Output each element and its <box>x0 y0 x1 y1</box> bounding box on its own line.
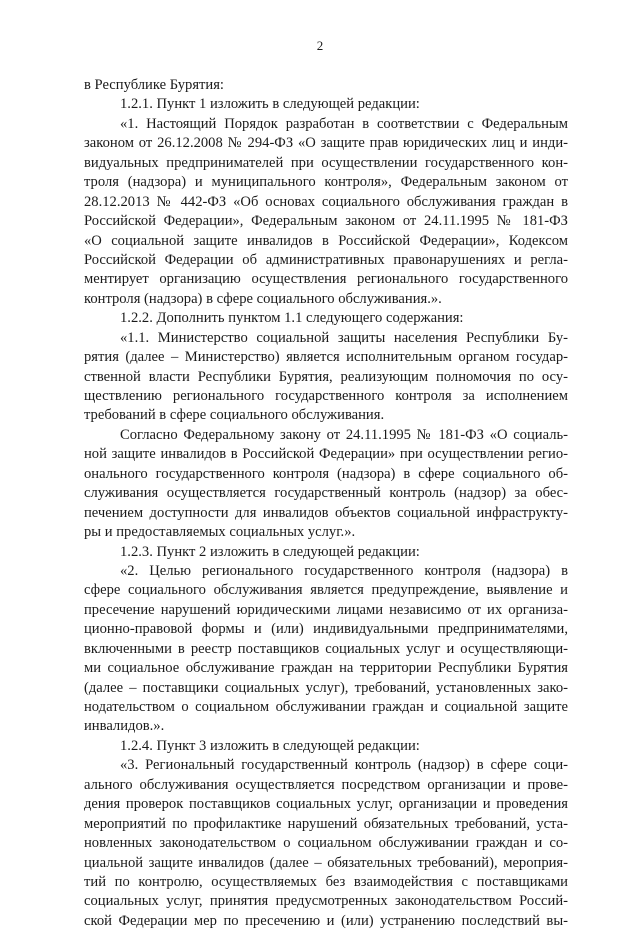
text-line: ществлению регионального государственного контроля за исполнением <box>84 388 568 404</box>
text-line: троля (надзора) и муниципального контроля», Федеральным законом от <box>84 174 568 191</box>
text-line: ментирует организацию осуществления регионального государственного <box>84 271 568 288</box>
text-line: онального государственного контроля (надзора) в сфере социального об- <box>84 465 568 482</box>
text-line: (далее – поставщики социальных услуг), требований, установленных зако- <box>84 679 568 696</box>
text-line: Российской Федерации», Федеральным законом от 24.11.1995 № 181-ФЗ <box>84 213 568 230</box>
text-line: ственной власти Республики Бурятия, реализующим полномочия по осу- <box>84 368 568 385</box>
text-line: в Республике Бурятия: <box>84 77 224 93</box>
text-line: рятия (далее – Министерство) является исполнительным органом государ- <box>84 349 568 366</box>
text-line: требований в сфере социального обслуживания. <box>84 407 385 424</box>
text-line: дения проверок поставщиков социальных услуг, организации и проведения <box>84 796 568 813</box>
text-line: «1. Настоящий Порядок разработан в соответствии с Федеральным <box>120 115 568 132</box>
document-body <box>84 76 568 931</box>
text-line: инвалидов.». <box>84 718 165 735</box>
text-line: «2. Целью регионального государственного контроля (надзора) в <box>120 562 568 579</box>
text-line: циальной защите инвалидов (далее – обязательных требований), мероприя- <box>84 854 568 871</box>
text-line: новленных законодательством о социальном обслуживании граждан и со- <box>84 835 568 852</box>
text-line: нодательством о социальном обслуживании граждан и социальной защите <box>84 699 568 715</box>
text-line: 1.2.3. Пункт 2 изложить в следующей редакции: <box>120 543 420 560</box>
text-line: включенными в реестр поставщиков социальных услуг и осуществляющи- <box>84 640 568 657</box>
text-line: ской Федерации мер по пресечению и (или) устранению последствий вы- <box>84 912 568 929</box>
text-line: пресечение нарушений юридическими лицами независимо от их организа- <box>84 601 568 618</box>
text-line: Российской Федерации об административных правонарушениях и регла- <box>84 251 568 268</box>
text-line: ального обслуживания осуществляется посредством организации и прове- <box>84 776 568 793</box>
text-line: печением доступности для инвалидов объектов социальной инфраструкту- <box>84 504 568 521</box>
text-line: контроля (надзора) в сфере социального обслуживания.». <box>84 290 442 307</box>
text-line: социальных услуг, принятия предусмотренных законодательством Россий- <box>84 893 568 910</box>
text-line: «О социальной защите инвалидов в Российской Федерации», Кодексом <box>84 232 568 249</box>
text-line: 28.12.2013 № 442-ФЗ «Об основах социального обслуживания граждан в <box>84 193 568 210</box>
text-line: Согласно Федеральному закону от 24.11.1995 № 181-ФЗ «О социаль- <box>120 426 568 443</box>
text-line: ми социальное обслуживание граждан на территории Республики Бурятия <box>84 660 568 677</box>
text-line: служивания осуществляется государственный контроль (надзор) за обес- <box>84 485 568 502</box>
text-line: «3. Региональный государственный контроль (надзор) в сфере соци- <box>120 757 568 774</box>
text-line: «1.1. Министерство социальной защиты населения Республики Бу- <box>120 329 568 346</box>
text-line: тий по контролю, осуществляемых без взаимодействия с поставщиками <box>84 873 568 890</box>
text-line: ционно-правовой формы и (или) индивидуальными предпринимателями, <box>84 621 568 638</box>
text-line: сфере социального обслуживания является предупреждение, выявление и <box>84 582 568 599</box>
text-line: мероприятий по профилактике нарушений обязательных требований, уста- <box>84 815 568 832</box>
page-number: 2 <box>316 38 324 53</box>
text-line: ной защите инвалидов в Российской Федерации» при осуществлении регио- <box>84 446 568 463</box>
text-line: 1.2.2. Дополнить пунктом 1.1 следующего содержания: <box>120 310 464 327</box>
text-line: видуальных предпринимателей при осуществлении государственного кон- <box>84 154 568 171</box>
text-line: 1.2.1. Пункт 1 изложить в следующей редакции: <box>120 96 420 113</box>
text-line: ры и предоставляемых социальных услуг.». <box>84 524 356 541</box>
text-line: законом от 26.12.2008 № 294-ФЗ «О защите прав юридических лиц и инди- <box>84 135 568 152</box>
text-line: 1.2.4. Пункт 3 изложить в следующей редакции: <box>120 737 420 754</box>
